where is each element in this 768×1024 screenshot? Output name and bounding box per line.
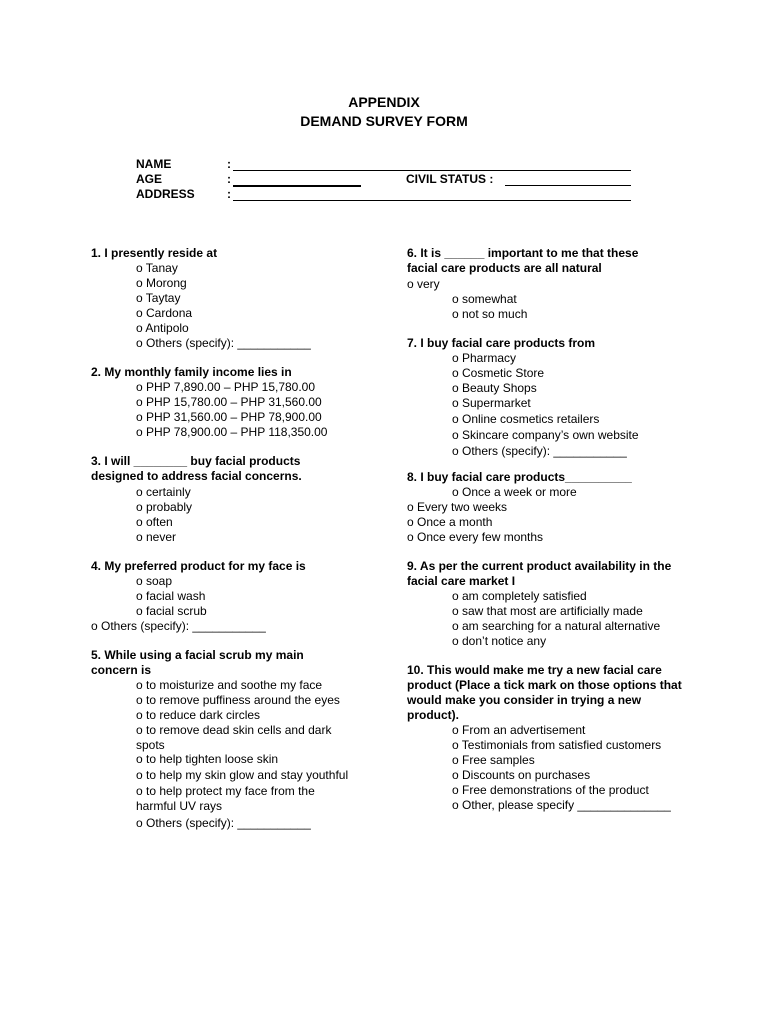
option-monthly[interactable]: o Once a month [407, 515, 493, 529]
question-4: 4. My preferred product for my face is [91, 559, 306, 573]
question-9: 9. As per the current product availability in the facial care market I [407, 559, 672, 588]
civil-status-row [406, 172, 493, 187]
option-income-2[interactable]: o PHP 15,780.00 – PHP 31,560.00 [136, 395, 322, 409]
option-artificial[interactable]: o saw that most are artificially made [452, 604, 643, 618]
option-other-specify[interactable]: o Other, please specify ______________ [452, 798, 671, 812]
question-10: 10. This would make me try a new facial care product (Place a tick mark on those options that would make you consider in trying a new product). [407, 663, 682, 722]
option-income-4[interactable]: o PHP 78,900.00 – PHP 118,350.00 [136, 425, 328, 439]
option-satisfied[interactable]: o am completely satisfied [452, 589, 587, 603]
option-others-product[interactable]: o Others (specify): ___________ [91, 619, 266, 633]
option-facial-scrub[interactable]: o facial scrub [136, 604, 207, 618]
question-8: 8. I buy facial care products__________ [407, 470, 632, 484]
question-2: 2. My monthly family income lies in [91, 365, 292, 379]
option-others-store[interactable]: o Others (specify): ___________ [452, 444, 627, 458]
option-natural-alternative[interactable]: o am searching for a natural alternative [452, 619, 661, 633]
option-never[interactable]: o never [136, 530, 177, 544]
option-not-so-much[interactable]: o not so much [452, 307, 528, 321]
personal-info-section [136, 157, 656, 205]
option-weekly[interactable]: o Once a week or more [452, 485, 577, 499]
option-dont-notice[interactable]: o don’t notice any [452, 634, 547, 648]
question-7: 7. I buy facial care products from [407, 336, 596, 350]
address-field[interactable] [233, 188, 631, 201]
address-label: ADDRESS [136, 187, 195, 201]
address-colon: : [227, 187, 231, 201]
option-cosmetic-store[interactable]: o Cosmetic Store [452, 366, 545, 380]
option-free-samples[interactable]: o Free samples [452, 753, 535, 767]
option-uv-protection[interactable]: o to help protect my face from the harmful UV rays [136, 784, 315, 813]
question-1: 1. I presently reside at [91, 246, 218, 260]
form-title: DEMAND SURVEY FORM [300, 113, 468, 129]
option-discounts[interactable]: o Discounts on purchases [452, 768, 591, 782]
option-skin-glow[interactable]: o to help my skin glow and stay youthful [136, 768, 349, 782]
option-dead-skin[interactable]: o to remove dead skin cells and dark spots [136, 723, 332, 752]
option-somewhat[interactable]: o somewhat [452, 292, 517, 306]
civil-status-label: CIVIL STATUS : [406, 172, 494, 186]
option-others-concern[interactable]: o Others (specify): ___________ [136, 816, 311, 830]
option-advertisement[interactable]: o From an advertisement [452, 723, 586, 737]
option-probably[interactable]: o probably [136, 500, 193, 514]
option-remove-puffiness[interactable]: o to remove puffiness around the eyes [136, 693, 340, 707]
question-6: 6. It is ______ important to me that these facial care products are all natural [407, 246, 639, 275]
option-tanay[interactable]: o Tanay [136, 261, 178, 275]
option-facial-wash[interactable]: o facial wash [136, 589, 206, 603]
name-colon: : [227, 157, 231, 171]
option-others-residence[interactable]: o Others (specify): ___________ [136, 336, 311, 350]
option-pharmacy[interactable]: o Pharmacy [452, 351, 517, 365]
option-few-months[interactable]: o Once every few months [407, 530, 544, 544]
option-tighten-skin[interactable]: o to help tighten loose skin [136, 752, 279, 766]
option-testimonials[interactable]: o Testimonials from satisfied customers [452, 738, 662, 752]
option-biweekly[interactable]: o Every two weeks [407, 500, 508, 514]
option-beauty-shops[interactable]: o Beauty Shops [452, 381, 537, 395]
age-field[interactable] [233, 173, 361, 187]
name-label: NAME [136, 157, 172, 171]
option-often[interactable]: o often [136, 515, 173, 529]
option-morong[interactable]: o Morong [136, 276, 187, 290]
option-income-3[interactable]: o PHP 31,560.00 – PHP 78,900.00 [136, 410, 322, 424]
option-taytay[interactable]: o Taytay [136, 291, 181, 305]
age-label: AGE [136, 172, 163, 186]
option-dark-circles[interactable]: o to reduce dark circles [136, 708, 261, 722]
question-5: 5. While using a facial scrub my main concern is [91, 648, 304, 677]
page-title: APPENDIX [348, 94, 420, 110]
age-colon: : [227, 172, 231, 186]
civil-status-field[interactable] [505, 173, 631, 186]
option-demonstrations[interactable]: o Free demonstrations of the product [452, 783, 649, 797]
option-certainly[interactable]: o certainly [136, 485, 191, 499]
option-moisturize[interactable]: o to moisturize and soothe my face [136, 678, 323, 692]
option-antipolo[interactable]: o Antipolo [136, 321, 189, 335]
name-field[interactable] [233, 158, 631, 171]
option-company-website[interactable]: o Skincare company’s own website [452, 428, 639, 442]
option-cardona[interactable]: o Cardona [136, 306, 193, 320]
option-online-retailers[interactable]: o Online cosmetics retailers [452, 412, 600, 426]
option-income-1[interactable]: o PHP 7,890.00 – PHP 15,780.00 [136, 380, 316, 394]
question-3: 3. I will ________ buy facial products designed to address facial concerns. [91, 454, 302, 483]
option-soap[interactable]: o soap [136, 574, 173, 588]
option-very[interactable]: o very [407, 277, 440, 291]
option-supermarket[interactable]: o Supermarket [452, 396, 531, 410]
